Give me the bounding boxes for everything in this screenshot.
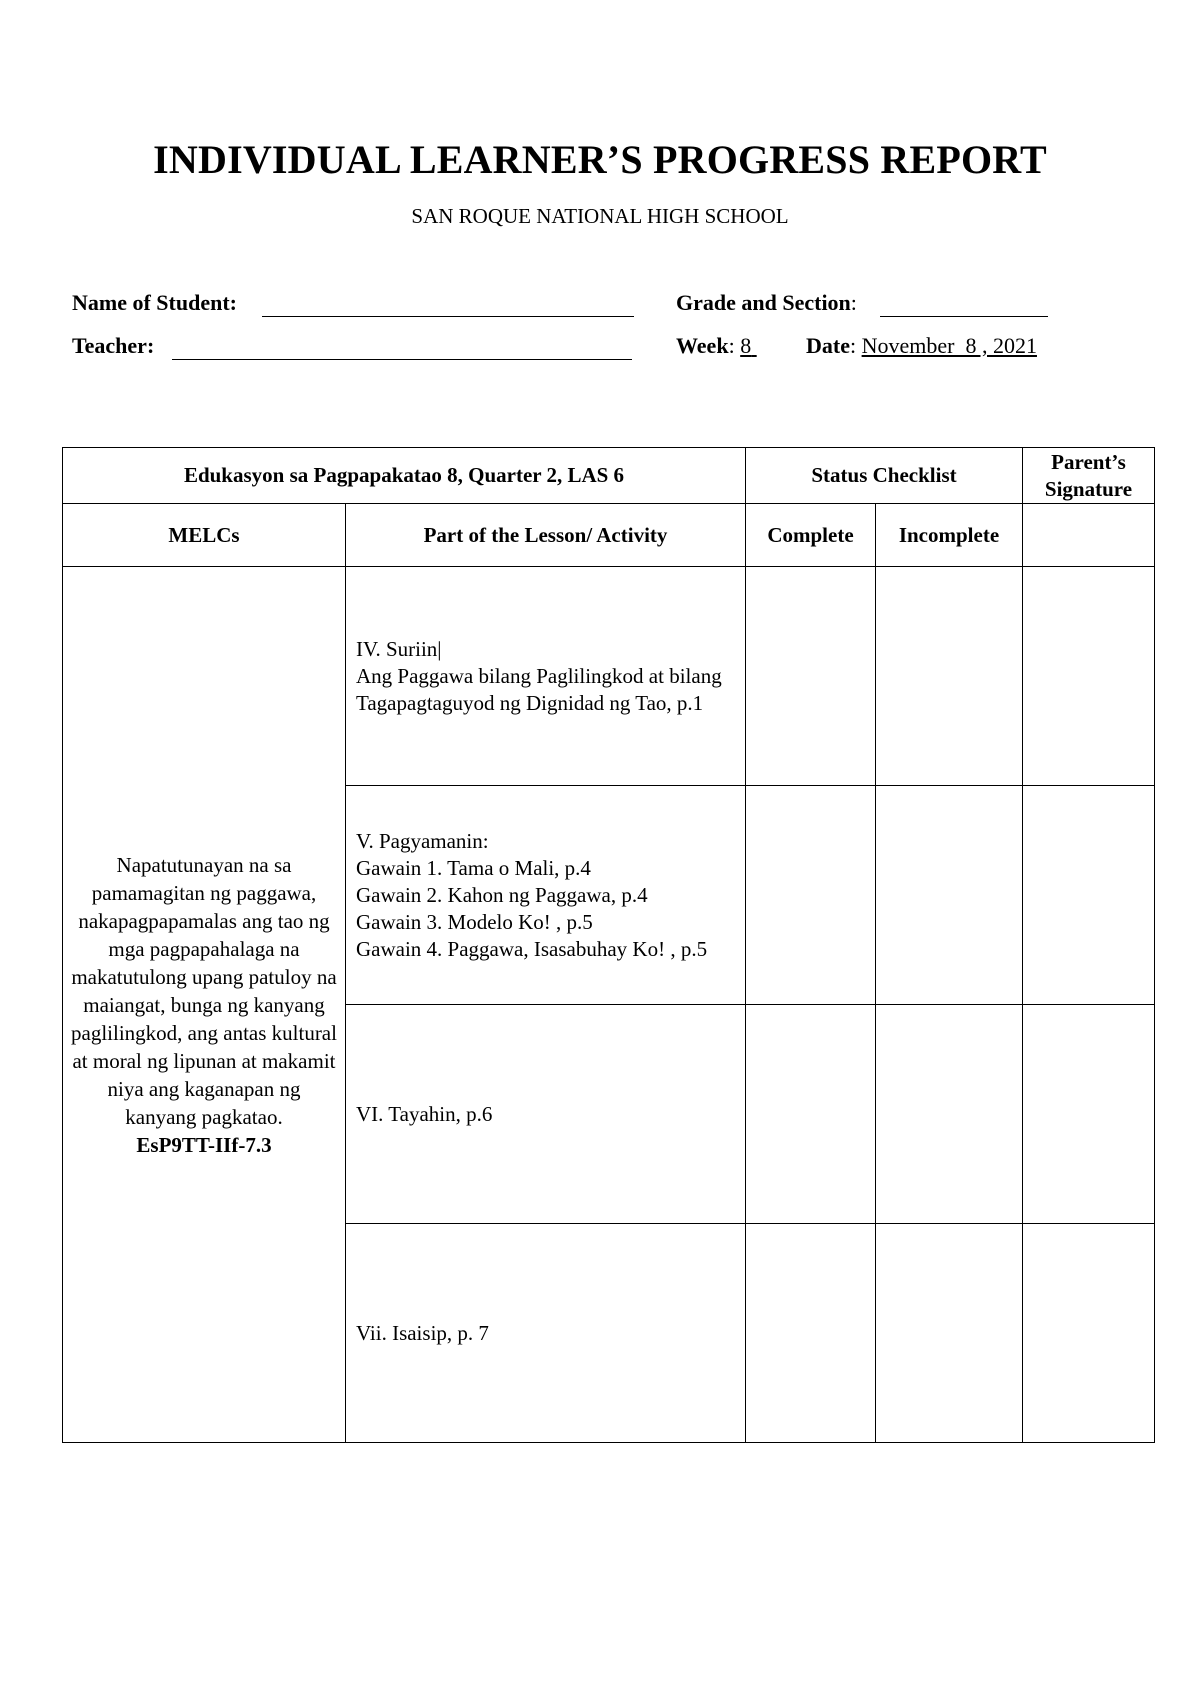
activity-cell — [346, 567, 746, 786]
student-name-label: Name of Student: — [72, 290, 237, 315]
melcs-header: MELCs — [63, 504, 346, 567]
table-header-row-1 — [63, 448, 1155, 504]
date-field — [806, 333, 1037, 359]
school-name: SAN ROQUE NATIONAL HIGH SCHOOL — [411, 204, 789, 228]
student-name-blank[interactable] — [262, 316, 634, 317]
lesson-part-header: Part of the Lesson/ Activity — [346, 504, 746, 567]
activity-text: Vii. Isaisip, p. 7 — [356, 1320, 489, 1345]
date-colon: : — [849, 333, 857, 358]
table-row — [63, 567, 1155, 786]
signature-blank-header — [1023, 504, 1155, 567]
grade-section-blank[interactable] — [880, 316, 1048, 317]
grade-section-colon: : — [850, 290, 857, 315]
teacher-field — [72, 333, 154, 359]
melc-code: EsP9TT-IIf-7.3 — [136, 1132, 272, 1157]
table-header-row-2 — [63, 504, 1155, 567]
week-field — [676, 333, 757, 359]
incomplete-header: Incomplete — [876, 504, 1023, 567]
activity-cell — [346, 1005, 746, 1224]
week-colon: : — [728, 333, 735, 358]
complete-checkbox-cell[interactable] — [746, 1224, 876, 1443]
subject-header: Edukasyon sa Pagpapakatao 8, Quarter 2, LAS 6 — [63, 448, 746, 504]
melc-cell — [63, 567, 346, 1443]
progress-table — [62, 447, 1155, 1443]
grade-section-label: Grade and Section — [676, 290, 851, 315]
student-name-field — [72, 290, 237, 316]
complete-checkbox-cell[interactable] — [746, 567, 876, 786]
complete-checkbox-cell[interactable] — [746, 786, 876, 1005]
status-checklist-header: Status Checklist — [746, 448, 1023, 504]
teacher-label: Teacher: — [72, 333, 155, 358]
activity-text: VI. Tayahin, p.6 — [356, 1101, 493, 1126]
incomplete-checkbox-cell[interactable] — [876, 1005, 1023, 1224]
date-value: November 8 , 2021 — [861, 333, 1037, 358]
incomplete-checkbox-cell[interactable] — [876, 1224, 1023, 1443]
activity-cell — [346, 786, 746, 1005]
date-label: Date — [806, 333, 850, 358]
signature-cell[interactable] — [1023, 786, 1155, 1005]
parent-signature-header: Parent’s Signature — [1023, 448, 1155, 504]
incomplete-checkbox-cell[interactable] — [876, 786, 1023, 1005]
week-label: Week — [676, 333, 729, 358]
activity-text: V. Pagyamanin: Gawain 1. Tama o Mali, p.4 Gawain 2. Kahon ng Paggawa, p.4 Gawain 3. Modelo Ko! , p.5 Gawain 4. Paggawa, Isasabuhay Ko! , p.5 — [356, 828, 708, 961]
report-title: INDIVIDUAL LEARNER’S PROGRESS REPORT — [153, 137, 1047, 182]
signature-cell[interactable] — [1023, 567, 1155, 786]
teacher-blank[interactable] — [172, 359, 632, 360]
activity-text: IV. Suriin| Ang Paggawa bilang Paglilingkod at bilang Tagapagtaguyod ng Dignidad ng Tao, p.1 — [356, 636, 722, 715]
complete-header: Complete — [746, 504, 876, 567]
signature-cell[interactable] — [1023, 1005, 1155, 1224]
week-value: 8 — [740, 333, 752, 358]
signature-cell[interactable] — [1023, 1224, 1155, 1443]
melc-text: Napatutunayan na sa pamamagitan ng paggawa, nakapagpapamalas ang tao ng mga pagpapahalaga na makatutulong upang patuloy na maiangat, bunga ng kanyang paglilingkod, ang antas kultural at moral ng lipunan at makamit niya ang kaganapan ng kanyang pagkatao. — [71, 852, 337, 1129]
activity-cell — [346, 1224, 746, 1443]
incomplete-checkbox-cell[interactable] — [876, 567, 1023, 786]
grade-section-field — [676, 290, 857, 316]
complete-checkbox-cell[interactable] — [746, 1005, 876, 1224]
